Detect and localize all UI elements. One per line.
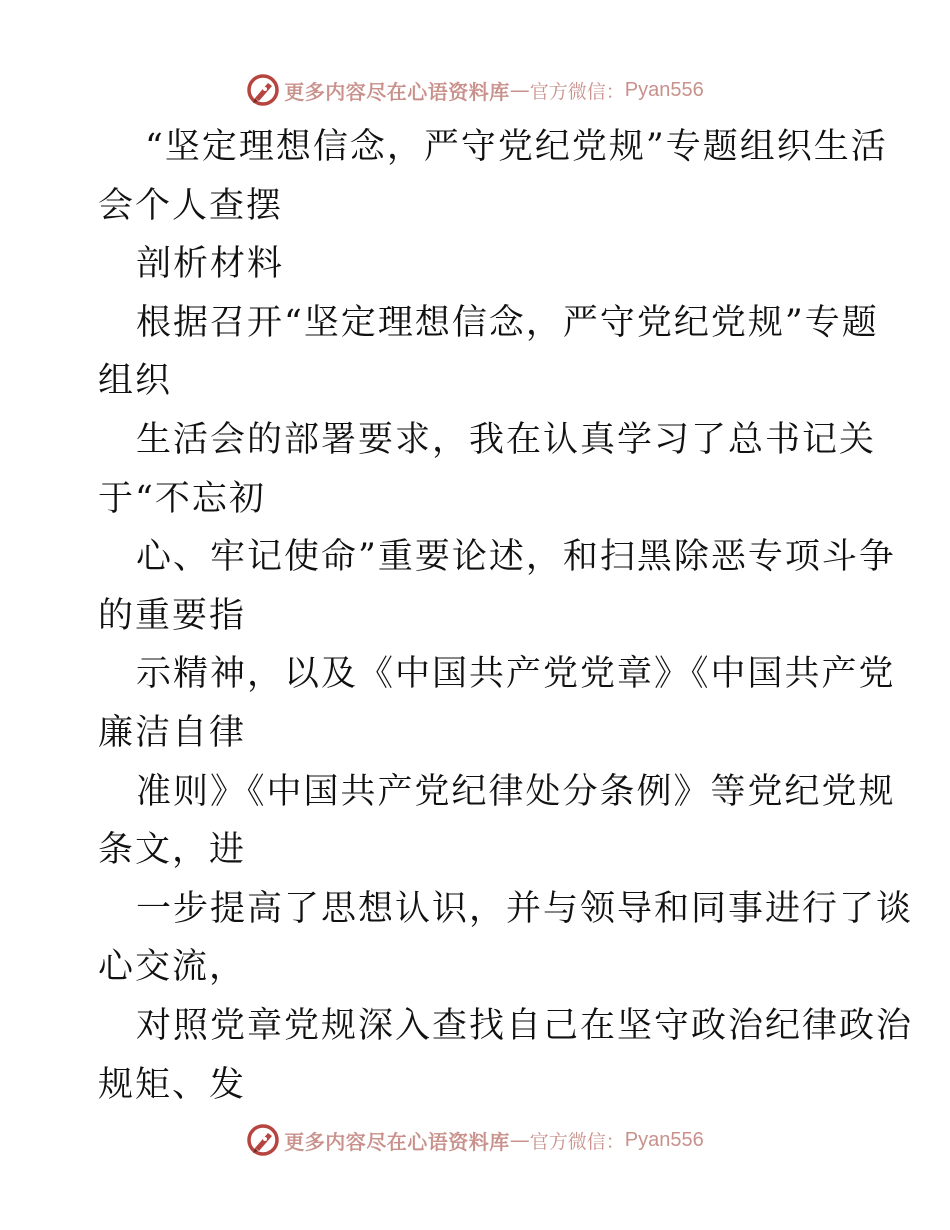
paragraph-line: 的重要指 [98, 595, 247, 636]
watermark-dash: — [509, 78, 530, 102]
watermark-wechat-label: 官方微信： [529, 80, 625, 103]
watermark-banner-top [0, 70, 950, 110]
paragraph-line: 廉洁自律 [98, 712, 247, 753]
paragraph-line: 准则》《中国共产党纪律处分条例》等党纪党规 [136, 771, 896, 812]
paragraph-line: 一步提高了思想认识，并与领导和同事进行了谈 [136, 888, 914, 929]
watermark-dash: — [509, 1128, 530, 1152]
watermark-wechat-id: Pyan556 [624, 1128, 704, 1151]
title-line-3: 剖析材料 [136, 244, 285, 285]
watermark-main-text: 更多内容尽在心语资料库 [284, 79, 510, 104]
paragraph-line: 对照党章党规深入查找自己在坚守政治纪律政治 [136, 1005, 914, 1046]
paragraph-line: 生活会的部署要求，我在认真学习了总书记关 [136, 419, 877, 460]
paragraph-line: 心、牢记使命”重要论述，和扫黑除恶专项斗争 [136, 537, 896, 578]
paragraph-line: 规矩、发 [98, 1064, 247, 1105]
paragraph-line: 示精神，以及《中国共产党党章》《中国共产党 [136, 654, 896, 695]
watermark-wechat-id: Pyan556 [624, 78, 704, 101]
pen-logo-icon [246, 73, 280, 107]
document-body [98, 118, 914, 1114]
paragraph-line: 组织 [98, 361, 173, 402]
watermark-wechat-label: 官方微信： [529, 1130, 625, 1153]
watermark-banner-bottom [0, 1120, 950, 1160]
title-line-1: “坚定理想信念，严守党纪党规”专题组织生活 [145, 127, 888, 167]
pen-logo-icon [246, 1123, 280, 1157]
paragraph-line: 条文，进 [98, 830, 247, 871]
paragraph-line: 心交流， [98, 947, 247, 988]
paragraph-line: 根据召开“坚定理想信念，严守党纪党规”专题 [136, 302, 879, 343]
paragraph-line: 于“不忘初 [98, 478, 266, 519]
watermark-main-text: 更多内容尽在心语资料库 [284, 1129, 510, 1154]
title-line-2: 会个人查摆 [98, 185, 284, 226]
